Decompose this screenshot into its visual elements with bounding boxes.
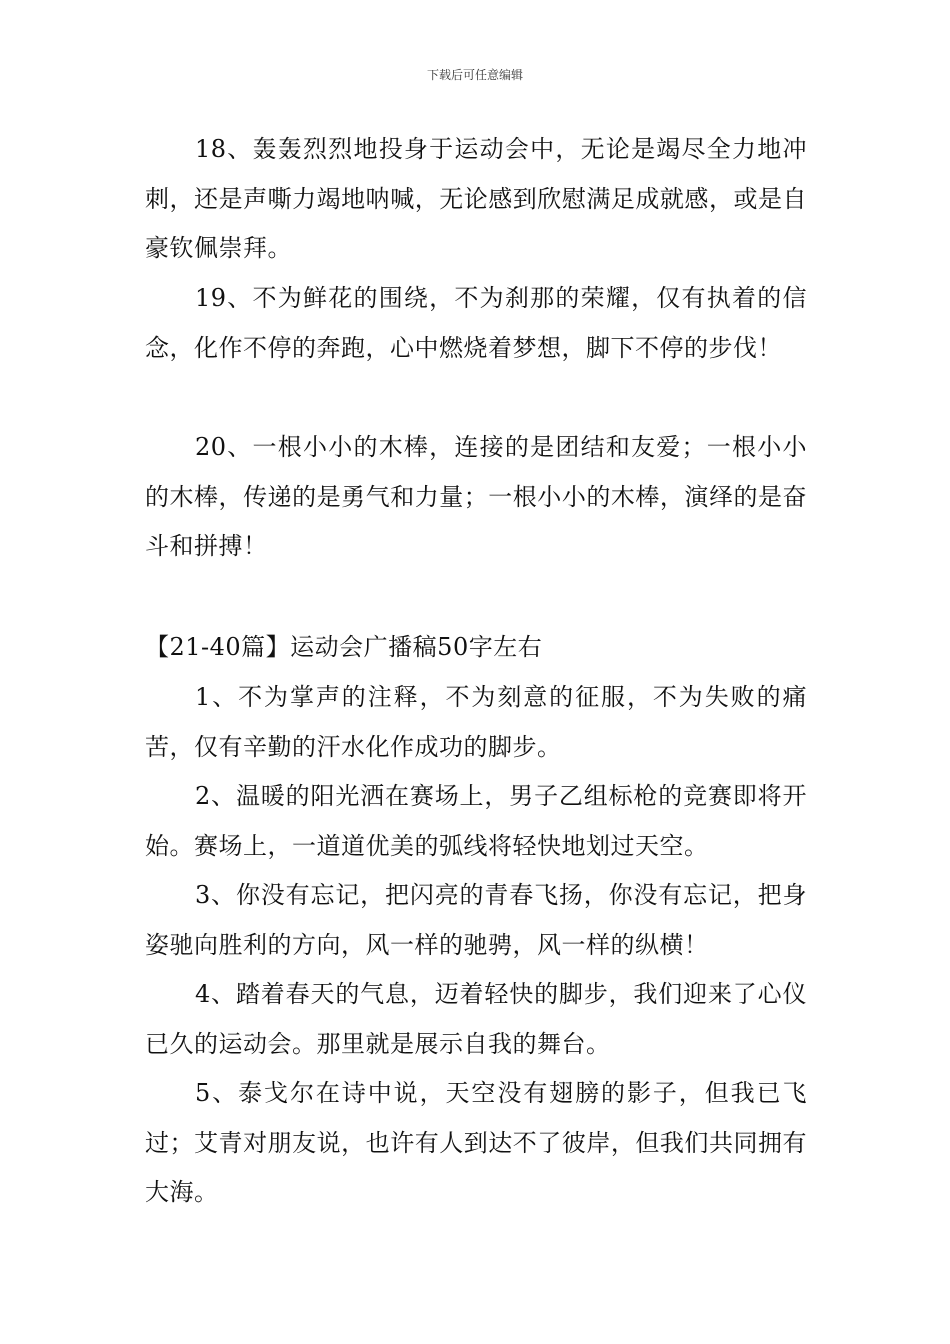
paragraph-item-4: 4、踏着春天的气息，迈着轻快的脚步，我们迎来了心仪已久的运动会。那里就是展示自我的舞台。 — [145, 980, 807, 1058]
paragraph-item-1: 1、不为掌声的注释，不为刻意的征服，不为失败的痛苦，仅有辛勤的汗水化作成功的脚步。 — [145, 683, 807, 761]
paragraph-item-3: 3、你没有忘记，把闪亮的青春飞扬，你没有忘记，把身姿驰向胜利的方向，风一样的驰骋，风一样的纵横！ — [145, 881, 807, 959]
paragraph-item-2: 2、温暖的阳光洒在赛场上，男子乙组标枪的竞赛即将开始。赛场上，一道道优美的弧线将轻快地划过天空。 — [145, 782, 807, 860]
page-header-note: 下载后可任意编辑 — [426, 68, 523, 82]
paragraph-item-20: 20、一根小小的木棒，连接的是团结和友爱；一根小小的木棒，传递的是勇气和力量；一根小小的木棒，演绎的是奋斗和拼搏！ — [145, 433, 807, 560]
paragraph-item-18: 18、轰轰烈烈地投身于运动会中，无论是竭尽全力地冲刺，还是声嘶力竭地呐喊，无论感到欣慰满足成就感，或是自豪钦佩崇拜。 — [145, 135, 807, 262]
paragraph-item-5: 5、泰戈尔在诗中说，天空没有翅膀的影子，但我已飞过；艾青对朋友说，也许有人到达不了彼岸，但我们共同拥有大海。 — [145, 1079, 807, 1206]
paragraph-item-19: 19、不为鲜花的围绕，不为刹那的荣耀，仅有执着的信念，化作不停的奔跑，心中燃烧着梦想，脚下不停的步伐！ — [145, 284, 807, 362]
section-title: 【21-40篇】运动会广播稿50字左右 — [145, 633, 543, 661]
